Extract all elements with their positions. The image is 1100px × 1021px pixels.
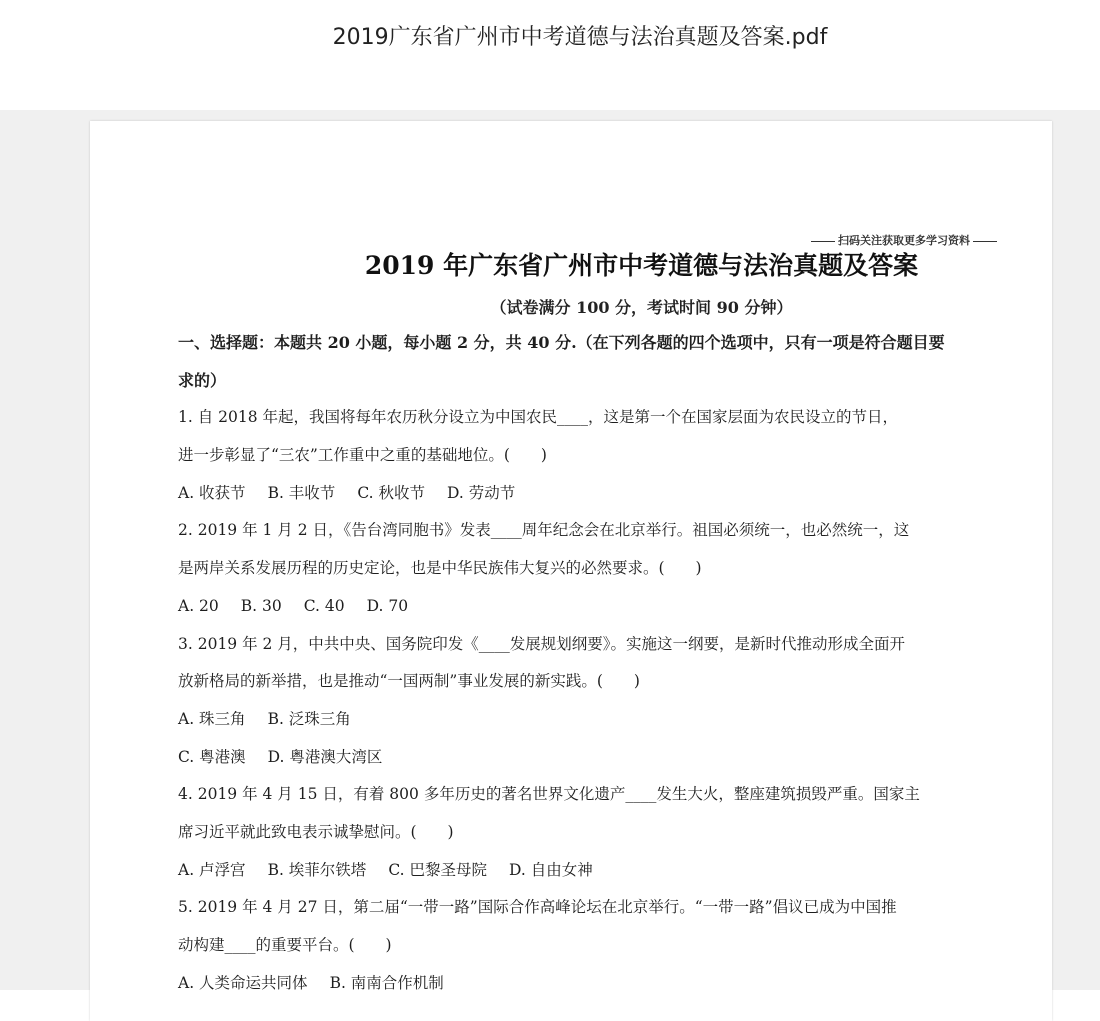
question-1-text: 1. 自 2018 年起，我国将每年农历秋分设立为中国农民____，这是第一个在国家层面为农民设立的节日，: [178, 408, 899, 427]
question-1-options: [178, 475, 978, 513]
document-filename: 2019广东省广州市中考道德与法治真题及答案.pdf: [332, 25, 828, 50]
option: D. 自由女神: [508, 860, 593, 879]
question-4-options: [178, 852, 978, 890]
option: A. 人类命运共同体: [178, 973, 308, 992]
title-bar: [0, 0, 1100, 110]
option: B. 30: [240, 596, 282, 615]
question-2-text-cont: 是两岸关系发展历程的历史定论，也是中华民族伟大复兴的必然要求。( ): [178, 559, 702, 578]
pdf-page: [90, 121, 1052, 1021]
option: A. 20: [178, 596, 219, 615]
question-3-text-cont: 放新格局的新举措，也是推动“一国两制”事业发展的新实践。( ): [178, 672, 640, 691]
question-3-options: [178, 701, 978, 739]
option: B. 丰收节: [267, 483, 336, 502]
option: C. 秋收节: [357, 483, 425, 502]
question-1-text-cont: 进一步彰显了“三农”工作重中之重的基础地位。( ): [178, 446, 547, 465]
option: A. 卢浮宫: [178, 860, 246, 879]
question-4-text: 4. 2019 年 4 月 15 日，有着 800 多年历史的著名世界文化遗产____发生大火，整座建筑损毁严重。国家主: [178, 785, 920, 804]
question-5-options: [178, 965, 978, 1003]
option: C. 40: [303, 596, 345, 615]
question-2-options: [178, 588, 978, 626]
section-heading: 一、选择题：本题共 20 小题，每小题 2 分，共 40 分.（在下列各题的四个选项中，只有一项是符合题目要: [178, 333, 945, 352]
divider: [973, 241, 997, 242]
question-2-text: 2. 2019 年 1 月 2 日，《告台湾同胞书》发表____周年纪念会在北京举行。祖国必须统一，也必然统一，这: [178, 521, 910, 540]
option: B. 埃菲尔铁塔: [267, 860, 367, 879]
question-4-text-cont: 席习近平就此致电表示诚挚慰问。( ): [178, 822, 454, 841]
option: A. 珠三角: [178, 709, 246, 728]
option: D. 粤港澳大湾区: [267, 747, 383, 766]
question-3-options-cont: [178, 739, 978, 777]
exam-body: [178, 324, 978, 1002]
question-3-text: 3. 2019 年 2 月，中共中央、国务院印发《____发展规划纲要》。实施这一纲要，是新时代推动形成全面开: [178, 634, 906, 653]
document-subtitle: （试卷满分 100 分，考试时间 90 分钟）: [490, 298, 793, 317]
divider: [811, 241, 835, 242]
section-heading-cont: 求的）: [178, 370, 227, 390]
option: D. 劳动节: [446, 483, 516, 502]
option: A. 收获节: [178, 483, 246, 502]
question-5-text: 5. 2019 年 4 月 27 日，第二届“一带一路”国际合作高峰论坛在北京举行。“一带一路”倡议已成为中国推: [178, 898, 897, 917]
option: D. 70: [366, 596, 409, 615]
option: C. 粤港澳: [178, 747, 246, 766]
option: B. 南南合作机制: [329, 973, 444, 992]
document-title: 2019 年广东省广州市中考道德与法治真题及答案: [364, 251, 919, 280]
question-5-text-cont: 动构建____的重要平台。( ): [178, 936, 392, 954]
option: C. 巴黎圣母院: [388, 860, 487, 879]
option: B. 泛珠三角: [267, 709, 351, 728]
promo-text: 扫码关注获取更多学习资料: [838, 234, 970, 247]
